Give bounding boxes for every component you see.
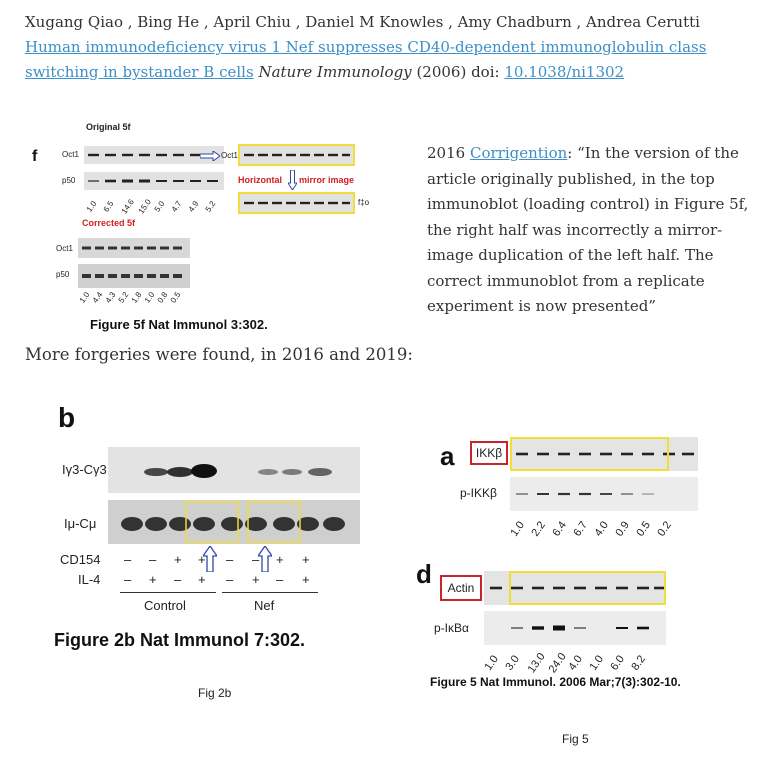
lane-labels-a (510, 517, 698, 541)
lane-label: 2.2 (529, 519, 548, 539)
blot-p-ikkb (510, 477, 698, 511)
blot-actin (484, 571, 666, 605)
blot-corrected-p50 (78, 264, 190, 288)
arrow-up-icon (203, 546, 217, 572)
sign: + (276, 552, 284, 567)
sign: + (198, 572, 206, 587)
p-ikba-label: p-IκBα (434, 621, 469, 635)
lane-labels-original (84, 196, 224, 218)
citation (25, 10, 760, 85)
sign: + (252, 572, 260, 587)
arrow-oct1-label: Oct1 (221, 151, 238, 160)
blot-highlight-top (240, 146, 353, 164)
row-label-imu: Iμ-Cμ (64, 516, 97, 531)
figure-5f (28, 118, 408, 336)
nef-underline (222, 592, 318, 593)
arrow-up-icon (258, 546, 272, 572)
lane-label: 4.3 (103, 290, 118, 305)
original-label: Original 5f (86, 122, 131, 132)
cd154-label: CD154 (60, 552, 101, 567)
citation-year-doi: (2006) doi: (416, 63, 500, 81)
figure-5f-caption: Figure 5f Nat Immunol 3:302. (90, 317, 268, 332)
sign: + (198, 552, 206, 567)
highlight-box-bottom (238, 192, 355, 214)
sign: – (276, 572, 284, 587)
mirror-image-label: mirror image (299, 175, 355, 185)
lane-label: 1.0 (142, 290, 157, 305)
lane-label: 14.6 (119, 197, 136, 216)
panel-letter-d: d (416, 559, 432, 589)
lane-label: 1.0 (84, 199, 99, 214)
p-ikkb-label: p-IKKβ (460, 486, 497, 500)
sign: – (124, 572, 132, 587)
journal-name: Nature Immunology (258, 63, 412, 81)
sign: – (226, 552, 234, 567)
lane-label: 0.8 (155, 290, 170, 305)
blot-ikkb (510, 437, 698, 471)
fig-2b-label: Fig 2b (198, 686, 232, 700)
lane-label: 0.5 (168, 290, 183, 305)
corrigendum-link[interactable]: Corrigention (469, 144, 568, 162)
lane-label: 6.4 (550, 519, 569, 539)
lane-label: 5.2 (116, 290, 131, 305)
lane-label: 4.0 (566, 653, 585, 673)
lane-labels-d (484, 651, 666, 675)
duplicate-mark: f‡o (358, 198, 370, 207)
arrow-right-icon (200, 151, 220, 161)
article-title-link[interactable]: Human immunodeficiency virus 1 Nef suppresses CD40-dependent immunoglobulin class switching in bystander B cells (25, 38, 707, 81)
panel-letter-b: b (58, 402, 76, 433)
figure-5-caption: Figure 5 Nat Immunol. 2006 Mar;7(3):302-10. (430, 675, 681, 689)
arrow-down-icon (288, 170, 297, 190)
doi-link[interactable]: 10.1038/ni1302 (504, 63, 625, 81)
lane-label: 24.0 (546, 650, 569, 676)
highlight-box-top (238, 144, 355, 166)
blot-p-ikba (484, 611, 666, 645)
corrigendum-text (427, 141, 757, 320)
horizontal-label: Horizontal (238, 175, 282, 185)
corrigendum-quote: : “In the version of the article originally published, in the top immunoblot (loading control) in Figure 5f, the right half was incorrectly a mirror-image duplication of the left half. The correct immunoblot from a replicate experiment is now presented” (427, 144, 749, 315)
lane-label: 4.9 (186, 199, 201, 214)
panel-letter-a: a (440, 441, 455, 471)
lane-label: 1.8 (129, 290, 144, 305)
corrigendum-year: 2016 (427, 144, 466, 162)
actin-label: Actin (447, 581, 475, 595)
lane-label: 1.0 (508, 519, 527, 539)
blot-highlight-bottom (240, 194, 353, 212)
sign: – (124, 552, 132, 567)
actin-label-box (440, 575, 482, 601)
sign: + (302, 572, 310, 587)
row-label-oct1-corrected: Oct1 (56, 244, 73, 253)
lane-label: 0.2 (655, 519, 674, 539)
lane-label: 15.0 (136, 197, 153, 216)
ikkb-label: IKKβ (475, 446, 503, 460)
il4-label: IL-4 (78, 572, 101, 587)
lane-label: 13.0 (525, 650, 548, 676)
figure-2b-caption: Figure 2b Nat Immunol 7:302. (54, 630, 306, 650)
fig-5-label: Fig 5 (562, 732, 589, 746)
sign: – (174, 572, 182, 587)
lane-label: 1.0 (77, 290, 92, 305)
lane-labels-corrected (78, 288, 190, 308)
lane-label: 8.2 (629, 653, 648, 673)
corrected-label: Corrected 5f (82, 218, 136, 228)
sign: + (174, 552, 182, 567)
lane-label: 1.0 (482, 653, 501, 673)
citation-authors: Xugang Qiao , Bing He , April Chiu , Daniel M Knowles , Amy Chadburn , Andrea Cerutti (25, 13, 700, 31)
lane-label: 4.4 (90, 290, 105, 305)
lane-label: 5.0 (152, 199, 167, 214)
sign: – (252, 552, 260, 567)
row-label-oct1: Oct1 (62, 150, 79, 159)
sign: – (149, 552, 157, 567)
blot-igamma3 (108, 447, 360, 493)
lane-label: 3.0 (503, 653, 522, 673)
sign: + (149, 572, 157, 587)
lane-label: 6.5 (101, 199, 116, 214)
lane-label: 0.9 (613, 519, 632, 539)
group-control: Control (144, 598, 186, 613)
control-underline (120, 592, 216, 593)
more-forgeries-text: More forgeries were found, in 2016 and 2019: (25, 345, 413, 364)
blot-imu (108, 500, 360, 544)
lane-label: 4.0 (592, 519, 611, 539)
sign: – (226, 572, 234, 587)
figure-2b (40, 400, 370, 710)
row-label-p50-corrected: p50 (56, 270, 70, 279)
row-label-igamma3: Iγ3-Cγ3 (62, 462, 107, 477)
row-label-p50: p50 (62, 176, 76, 185)
lane-label: 1.0 (587, 653, 606, 673)
blot-corrected-oct1 (78, 238, 190, 258)
lane-label: 4.7 (169, 199, 184, 214)
ikkb-label-box (470, 441, 508, 465)
lane-label: 6.0 (608, 653, 627, 673)
panel-letter-f: f (32, 148, 38, 165)
group-nef: Nef (254, 598, 275, 613)
lane-label: 0.5 (634, 519, 653, 539)
sign: + (302, 552, 310, 567)
lane-label: 5.2 (203, 199, 218, 214)
figure-5 (410, 425, 740, 755)
lane-label: 6.7 (571, 519, 590, 539)
blot-original-p50 (84, 172, 224, 190)
